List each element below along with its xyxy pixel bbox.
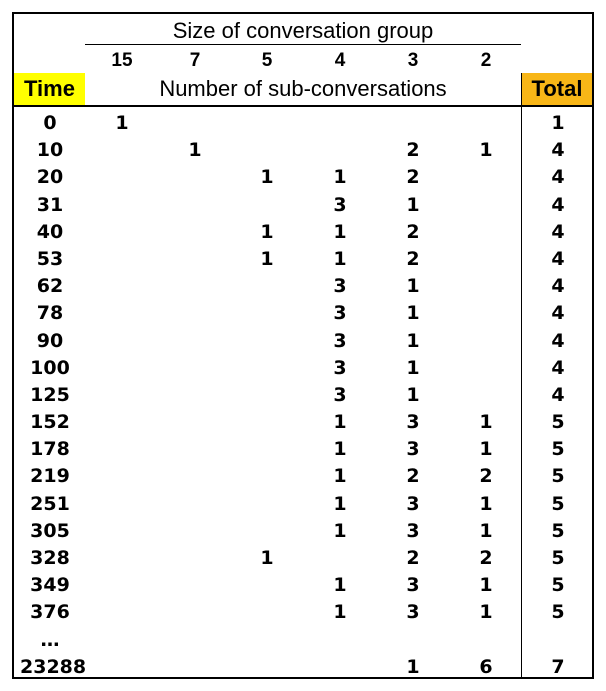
cell-size-15 [92,273,152,300]
total-cell: 4 [551,383,565,406]
cell-size-15 [92,545,152,572]
header-rule [14,105,592,107]
cell-size-7 [165,246,225,273]
cell-size-3: 3 [406,492,420,515]
cell-size-7 [165,273,225,300]
cell-size-4: 1 [333,492,347,515]
cell-size-15 [92,463,152,490]
cell-size-2 [456,192,516,219]
cell-size-15 [92,518,152,545]
cell-size-15: 1 [115,112,129,134]
total-cell: 5 [551,519,565,542]
table-row [14,436,592,463]
table-row [14,328,592,355]
table-row [14,572,592,599]
table-row [14,491,592,518]
table-row [14,164,592,191]
cell-size-15 [92,219,152,246]
cell-size-5 [237,627,297,654]
cell-size-7 [165,572,225,599]
size-header-4: 4 [334,50,346,71]
cell-size-3: 2 [406,166,420,189]
cell-size-15 [92,328,152,355]
time-header: Time [14,73,85,105]
cell-size-7 [165,219,225,246]
cell-size-5 [237,654,297,681]
cell-size-15 [92,627,152,654]
total-cell: 1 [551,112,565,134]
cell-size-3: 1 [406,356,420,379]
cell-size-2: 6 [479,655,493,678]
cell-size-5: 1 [260,166,274,189]
table-row [14,273,592,300]
table-row [14,355,592,382]
cell-size-4 [310,110,370,137]
cell-size-3: 2 [406,465,420,488]
cell-size-2 [456,110,516,137]
time-cell: 305 [30,519,70,542]
time-cell: 90 [36,329,64,352]
table-row [14,654,592,681]
total-cell: 5 [551,601,565,624]
time-cell: 376 [30,601,70,624]
total-cell: 5 [551,547,565,569]
cell-size-7 [165,463,225,490]
cell-size-3: 2 [406,220,420,243]
cell-size-4: 1 [333,574,347,597]
total-cell: 4 [551,302,565,325]
cell-size-5: 1 [260,220,274,243]
cell-size-2: 1 [479,519,493,542]
cell-size-4: 1 [333,166,347,189]
cell-size-3: 1 [406,193,420,216]
total-cell: 5 [551,411,565,434]
total-cell: 4 [551,275,565,298]
cell-size-4 [310,627,370,654]
cell-size-15 [92,300,152,327]
cell-size-4: 1 [333,519,347,542]
cell-size-2 [456,627,516,654]
table-row [14,545,592,572]
cell-size-2 [456,219,516,246]
cell-size-5 [237,300,297,327]
cell-size-15 [92,409,152,436]
time-cell: 10 [36,139,64,162]
cell-size-2 [456,246,516,273]
time-cell: 219 [30,465,70,488]
size-header-3: 3 [407,50,419,71]
table-row [14,382,592,409]
cell-size-5: 1 [260,547,274,569]
cell-size-15 [92,599,152,626]
cell-size-7 [165,164,225,191]
cell-size-7 [165,382,225,409]
cell-size-5 [237,491,297,518]
cell-size-2: 1 [479,601,493,624]
cell-size-5: 1 [260,247,274,270]
size-header-7: 7 [189,50,201,71]
cell-size-3: 2 [406,247,420,270]
cell-size-5 [237,518,297,545]
total-cell: 5 [551,438,565,461]
cell-size-2 [456,328,516,355]
cell-size-7 [165,192,225,219]
cell-size-2: 2 [479,547,493,569]
cell-size-4: 3 [333,302,347,325]
table-row [14,110,592,137]
time-cell: 251 [30,492,70,515]
cell-size-3: 1 [406,329,420,352]
cell-size-2: 1 [479,574,493,597]
cell-size-4 [310,545,370,572]
cell-size-5 [237,137,297,164]
total-cell: 5 [551,574,565,597]
table-row [14,192,592,219]
cell-size-4: 3 [333,329,347,352]
time-cell: 40 [36,220,64,243]
cell-size-15 [92,192,152,219]
cell-size-2: 1 [479,492,493,515]
total-cell: 4 [551,247,565,270]
cell-size-4: 3 [333,193,347,216]
cell-size-3: 2 [406,547,420,569]
total-cell: 4 [551,166,565,189]
cell-size-4: 1 [333,220,347,243]
cell-size-7 [165,436,225,463]
total-cell: 4 [551,356,565,379]
cell-size-3: 3 [406,438,420,461]
time-cell: 31 [36,193,64,216]
size-header-2: 2 [480,50,492,71]
time-cell: 178 [30,438,70,461]
total-cell: 4 [551,329,565,352]
cell-size-2 [456,382,516,409]
time-cell: 23288 [20,655,87,678]
table-row [14,246,592,273]
cell-size-2 [456,164,516,191]
sub-conversations-header: Number of sub-conversations [159,76,447,101]
cell-size-5 [237,599,297,626]
time-cell: 100 [30,356,70,379]
cell-size-7 [165,518,225,545]
time-cell: 78 [36,302,64,325]
cell-size-3: 2 [406,139,420,162]
time-cell: 53 [36,247,64,270]
cell-size-15 [92,654,152,681]
group-size-title: Size of conversation group [172,18,434,43]
time-cell: 0 [43,112,57,134]
time-cell: 152 [30,411,70,434]
size-header-15: 15 [111,50,133,71]
cell-size-5 [237,382,297,409]
cell-size-3: 1 [406,275,420,298]
cell-size-5 [237,192,297,219]
cell-size-7 [165,409,225,436]
total-cell: 4 [551,193,565,216]
total-cell: 5 [551,465,565,488]
time-cell: 125 [30,383,70,406]
cell-size-5 [237,572,297,599]
table-row [14,463,592,490]
cell-size-2 [456,355,516,382]
cell-size-2: 1 [479,438,493,461]
cell-size-3: 3 [406,601,420,624]
cell-size-15 [92,137,152,164]
cell-size-4: 1 [333,465,347,488]
cell-size-7 [165,300,225,327]
cell-size-4 [310,654,370,681]
cell-size-3: 1 [406,655,420,678]
cell-size-3: 1 [406,383,420,406]
cell-size-4: 3 [333,356,347,379]
table-row [14,219,592,246]
cell-size-7 [165,599,225,626]
cell-size-15 [92,164,152,191]
total-cell: 4 [551,220,565,243]
total-cell [528,627,588,654]
table-row [14,300,592,327]
cell-size-5 [237,328,297,355]
time-cell: 20 [36,166,64,189]
cell-size-5 [237,409,297,436]
table-body [14,110,592,681]
time-cell: 349 [30,574,70,597]
table-row [14,137,592,164]
cell-size-3: 3 [406,574,420,597]
cell-size-15 [92,382,152,409]
cell-size-7 [165,545,225,572]
cell-size-7 [165,355,225,382]
total-header: Total [522,73,592,105]
cell-size-4: 1 [333,601,347,624]
total-cell: 7 [551,655,565,678]
cell-size-4: 3 [333,275,347,298]
total-cell: 5 [551,492,565,515]
cell-size-5 [237,355,297,382]
table-row [14,627,592,654]
cell-size-4: 3 [333,383,347,406]
cell-size-7 [165,654,225,681]
cell-size-2: 1 [479,139,493,162]
cell-size-5 [237,110,297,137]
cell-size-7 [165,491,225,518]
cell-size-7: 1 [188,139,202,162]
cell-size-3: 3 [406,519,420,542]
cell-size-7 [165,627,225,654]
time-cell: 62 [36,275,64,298]
group-size-rule [85,44,521,45]
cell-size-4: 1 [333,247,347,270]
cell-size-15 [92,246,152,273]
cell-size-2: 1 [479,411,493,434]
cell-size-15 [92,491,152,518]
time-cell: 328 [30,547,70,569]
cell-size-3: 1 [406,302,420,325]
cell-size-2 [456,300,516,327]
cell-size-4 [310,137,370,164]
table-row [14,409,592,436]
cell-size-15 [92,572,152,599]
cell-size-5 [237,273,297,300]
cell-size-5 [237,436,297,463]
cell-size-3 [383,110,443,137]
size-header-5: 5 [261,50,273,71]
cell-size-15 [92,436,152,463]
cell-size-4: 1 [333,411,347,434]
cell-size-2 [456,273,516,300]
table-row [14,518,592,545]
time-cell: … [40,628,60,651]
cell-size-3: 3 [406,411,420,434]
total-cell: 4 [551,139,565,162]
cell-size-15 [92,355,152,382]
cell-size-5 [237,463,297,490]
table-row [14,599,592,626]
cell-size-7 [165,328,225,355]
cell-size-2: 2 [479,465,493,488]
cell-size-3 [383,627,443,654]
cell-size-4: 1 [333,438,347,461]
cell-size-7 [165,110,225,137]
